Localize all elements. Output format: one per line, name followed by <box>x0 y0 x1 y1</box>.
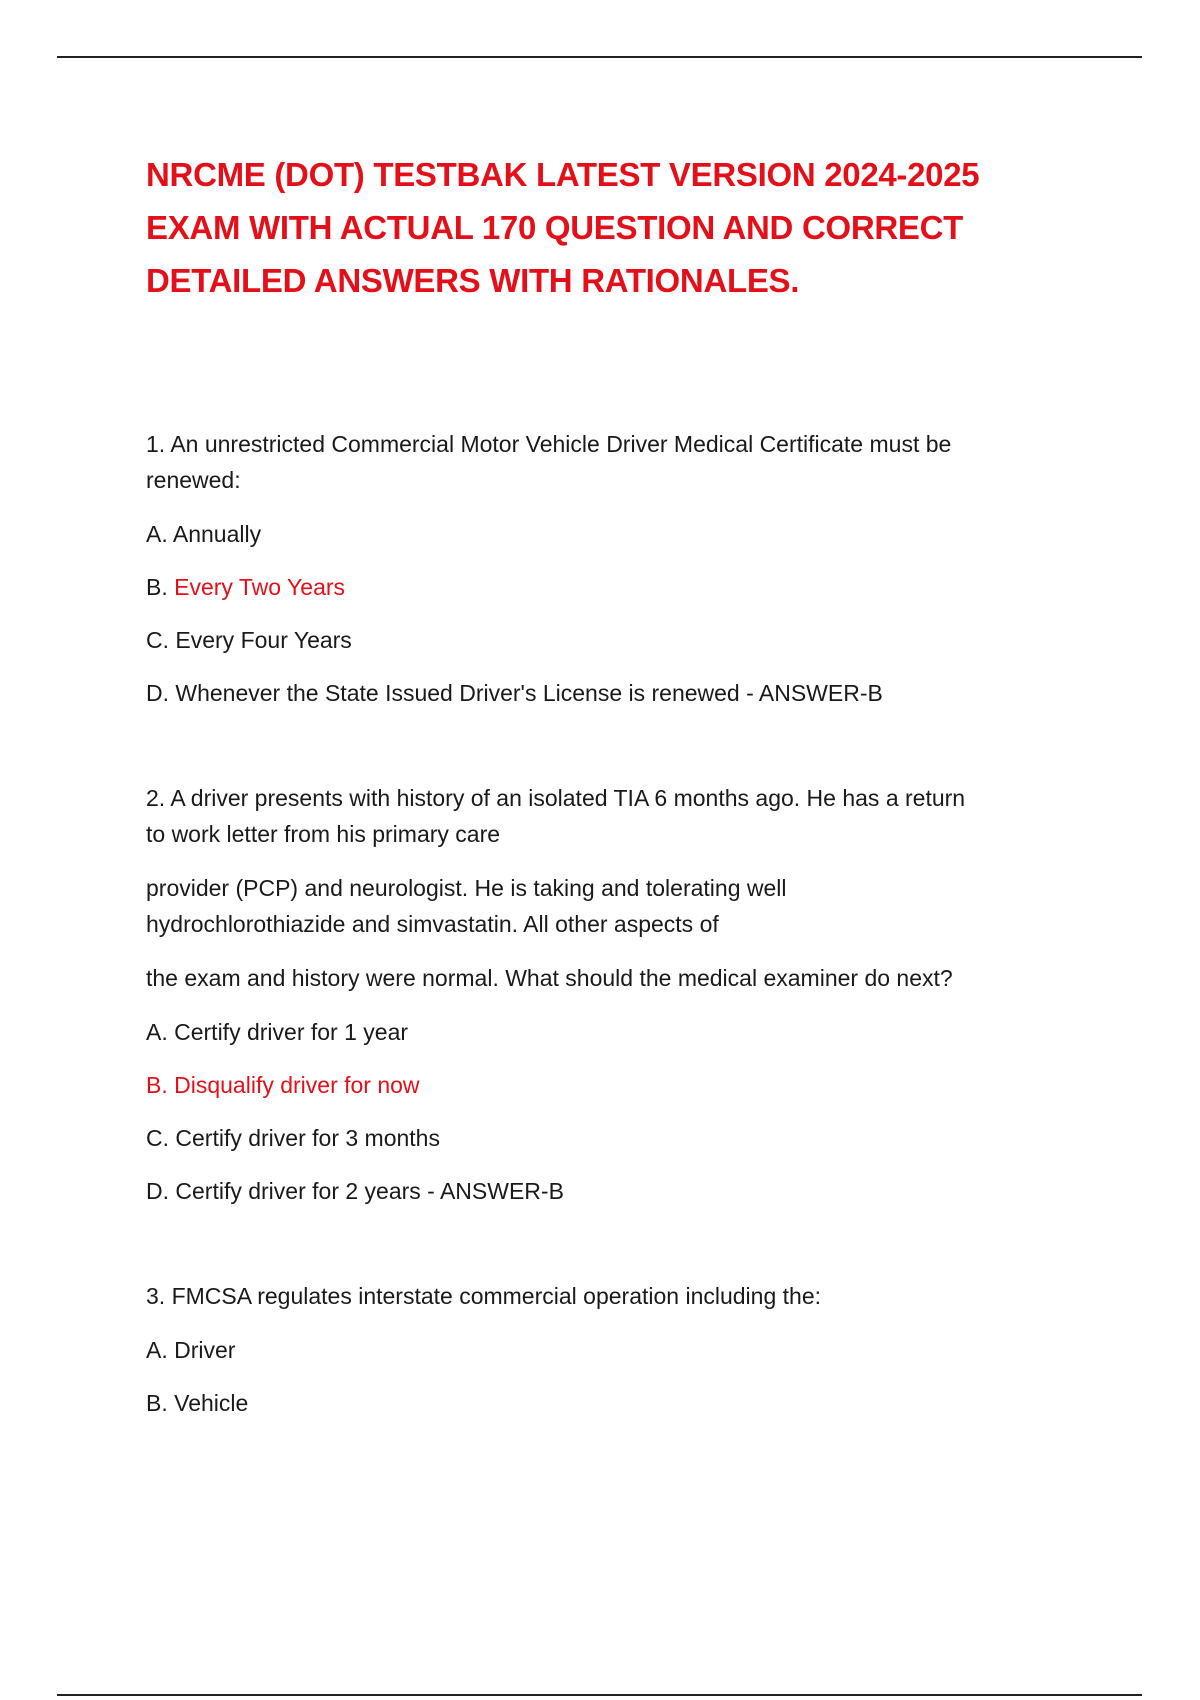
question-number: 1. <box>146 431 166 457</box>
question-list <box>146 426 1086 1438</box>
question-1-stem-line-2: renewed: <box>146 467 241 493</box>
title-line-3: DETAILED ANSWERS WITH RATIONALES. <box>146 262 800 299</box>
question-1-option-d: D. Whenever the State Issued Driver's License is renewed - ANSWER-B <box>146 680 883 706</box>
title-line-1: NRCME (DOT) TESTBAK LATEST VERSION 2024-2025 <box>146 156 980 193</box>
question-2 <box>146 780 1086 1209</box>
question-number: 2. <box>146 785 166 811</box>
top-rule <box>57 56 1142 58</box>
question-1 <box>146 426 1086 711</box>
question-2-stem-para-1: 2. A driver presents with history of an isolated TIA 6 months ago. He has a return to work letter from his primary care <box>146 785 966 847</box>
question-2-option-d: D. Certify driver for 2 years - ANSWER-B <box>146 1178 564 1204</box>
question-2-stem-para-2: provider (PCP) and neurologist. He is taking and tolerating well hydrochlorothiazide and simvastatin. All other aspects of <box>146 875 787 937</box>
question-2-option-a: A. Certify driver for 1 year <box>146 1019 409 1045</box>
question-2-option-b: B. Disqualify driver for now <box>146 1072 420 1098</box>
question-number: 3. <box>146 1283 166 1309</box>
question-3-stem: 3. FMCSA regulates interstate commercial operation including the: <box>146 1283 822 1309</box>
question-3-option-a: A. Driver <box>146 1337 236 1363</box>
question-1-stem-line-1: 1. An unrestricted Commercial Motor Vehicle Driver Medical Certificate must be <box>146 431 952 457</box>
question-1-stem <box>146 426 1086 498</box>
question-spacer <box>146 1226 1086 1278</box>
title-line-2: EXAM WITH ACTUAL 170 QUESTION AND CORRECT <box>146 209 964 246</box>
question-spacer <box>146 728 1086 780</box>
question-1-option-c: C. Every Four Years <box>146 627 352 653</box>
document-title <box>146 148 1086 307</box>
question-3-option-b: B. Vehicle <box>146 1390 249 1416</box>
highlighted-answer: Disqualify driver for now <box>174 1072 420 1098</box>
question-3 <box>146 1278 1086 1421</box>
question-2-stem-para-3: the exam and history were normal. What should the medical examiner do next? <box>146 965 953 991</box>
question-1-option-a: A. Annually <box>146 521 262 547</box>
question-2-option-c: C. Certify driver for 3 months <box>146 1125 440 1151</box>
question-1-option-b: B. Every Two Years <box>146 574 346 600</box>
highlighted-answer: Every Two Years <box>174 574 346 600</box>
bottom-rule <box>57 1694 1142 1696</box>
